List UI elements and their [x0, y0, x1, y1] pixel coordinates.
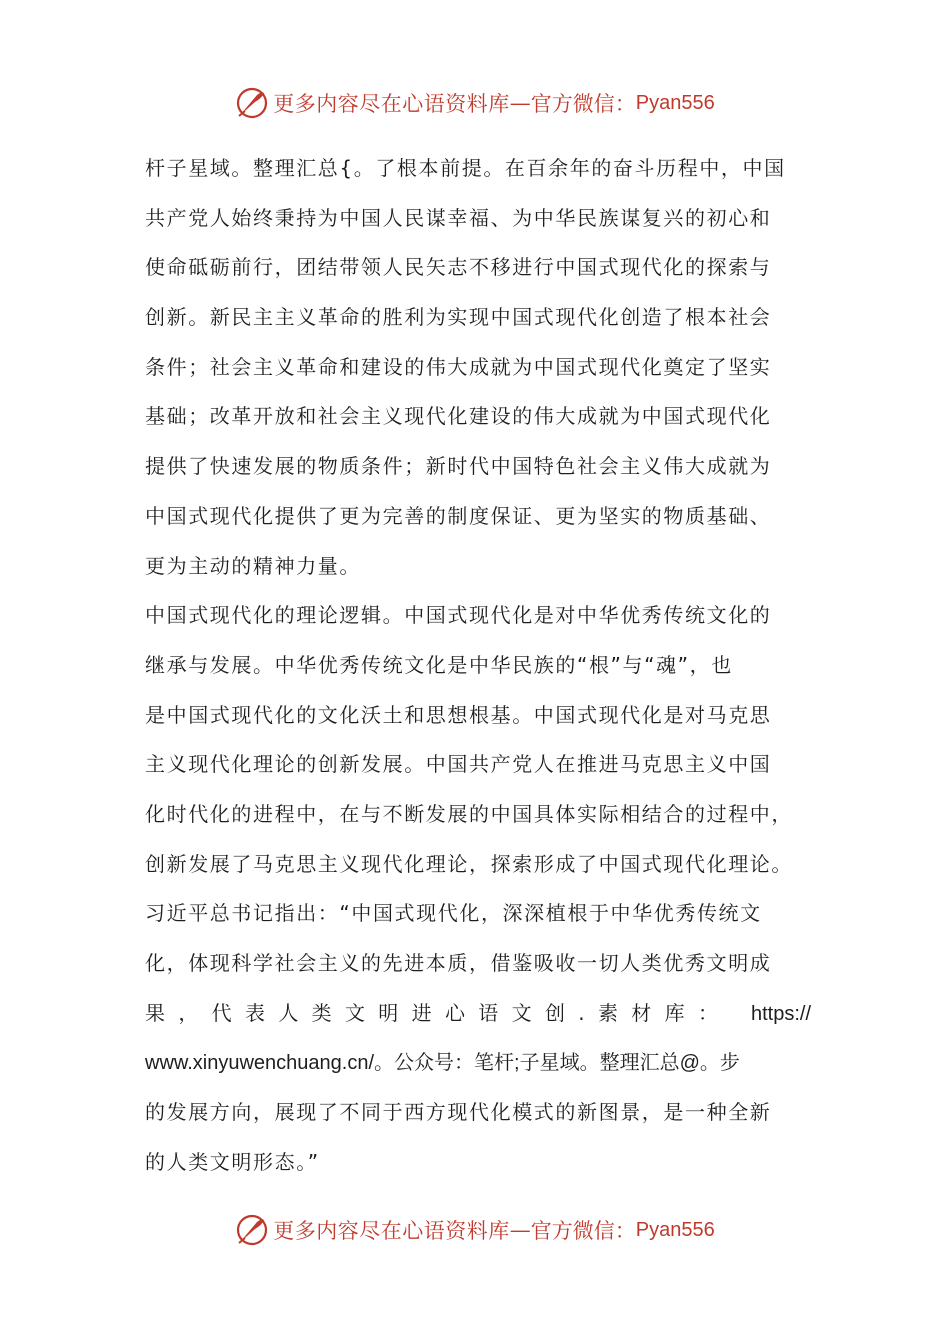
url-prefix: https://: [750, 1002, 811, 1025]
text-line: 的人类文明形态。”: [145, 1149, 320, 1174]
quill-logo-icon: [235, 86, 269, 120]
footer-watermark-banner: [0, 1210, 950, 1250]
text-line-segment: 果，代表人类文明进心语文创.素材库：: [145, 1000, 732, 1025]
document-body: [145, 148, 811, 1191]
text-line: 杆子星域。整理汇总{。了根本前提。在百余年的奋斗历程中，中国: [145, 156, 786, 180]
text-line: 化时代化的进程中，在与不断发展的中国具体实际相结合的过程中，: [145, 801, 793, 826]
text-line: 基础；改革开放和社会主义现代化建设的伟大成就为中国式现代化: [145, 404, 772, 429]
text-line: 提供了快速发展的物质条件；新时代中国特色社会主义伟大成就为: [145, 454, 772, 479]
banner-wechat-label: 官方微信：: [530, 1219, 636, 1243]
banner-wechat-id: Pyan556: [635, 1218, 715, 1241]
banner-separator: —: [509, 91, 531, 115]
banner-text: 更多内容尽在心语资料库: [273, 1219, 510, 1243]
url-line: www.xinyuwenchuang.cn/。公众号：笔杆;子星域。整理汇总@。步: [145, 1052, 740, 1075]
text-line: 使命砥砺前行，团结带领人民矢志不移进行中国式现代化的探索与: [145, 255, 772, 280]
text-line: 创新。新民主主义革命的胜利为实现中国式现代化创造了根本社会: [145, 305, 772, 330]
text-line: 习近平总书记指出：“中国式现代化，深深植根于中华优秀传统文: [145, 901, 762, 926]
banner-text: 更多内容尽在心语资料库: [273, 92, 510, 116]
text-line: 创新发展了马克思主义现代化理论，探索形成了中国式现代化理论。: [145, 851, 793, 876]
text-line: 化，体现科学社会主义的先进本质，借鉴吸收一切人类优秀文明成: [145, 951, 772, 975]
header-watermark-banner: [0, 83, 950, 123]
banner-separator: —: [509, 1218, 531, 1242]
text-line: 中国式现代化提供了更为完善的制度保证、更为坚实的物质基础、: [145, 503, 772, 528]
text-line: 主义现代化理论的创新发展。中国共产党人在推进马克思主义中国: [145, 752, 772, 777]
quill-logo-icon: [235, 1213, 269, 1247]
banner-wechat-label: 官方微信：: [530, 92, 636, 116]
text-line: 的发展方向，展现了不同于西方现代化模式的新图景，是一种全新: [145, 1100, 772, 1125]
text-line: 中国式现代化的理论逻辑。中国式现代化是对中华优秀传统文化的: [145, 603, 772, 628]
text-line: 更为主动的精神力量。: [145, 553, 361, 578]
text-line: 是中国式现代化的文化沃土和思想根基。中国式现代化是对马克思: [145, 702, 772, 727]
text-line: 继承与发展。中华优秀传统文化是中华民族的“根”与“魂”，也: [145, 652, 733, 677]
text-line-justified: [145, 993, 811, 1043]
text-line: [145, 1042, 811, 1092]
text-line: 条件；社会主义革命和建设的伟大成就为中国式现代化奠定了坚实: [145, 354, 772, 379]
banner-wechat-id: Pyan556: [635, 91, 715, 114]
text-line: 共产党人始终秉持为中国人民谋幸福、为中华民族谋复兴的初心和: [145, 205, 772, 230]
